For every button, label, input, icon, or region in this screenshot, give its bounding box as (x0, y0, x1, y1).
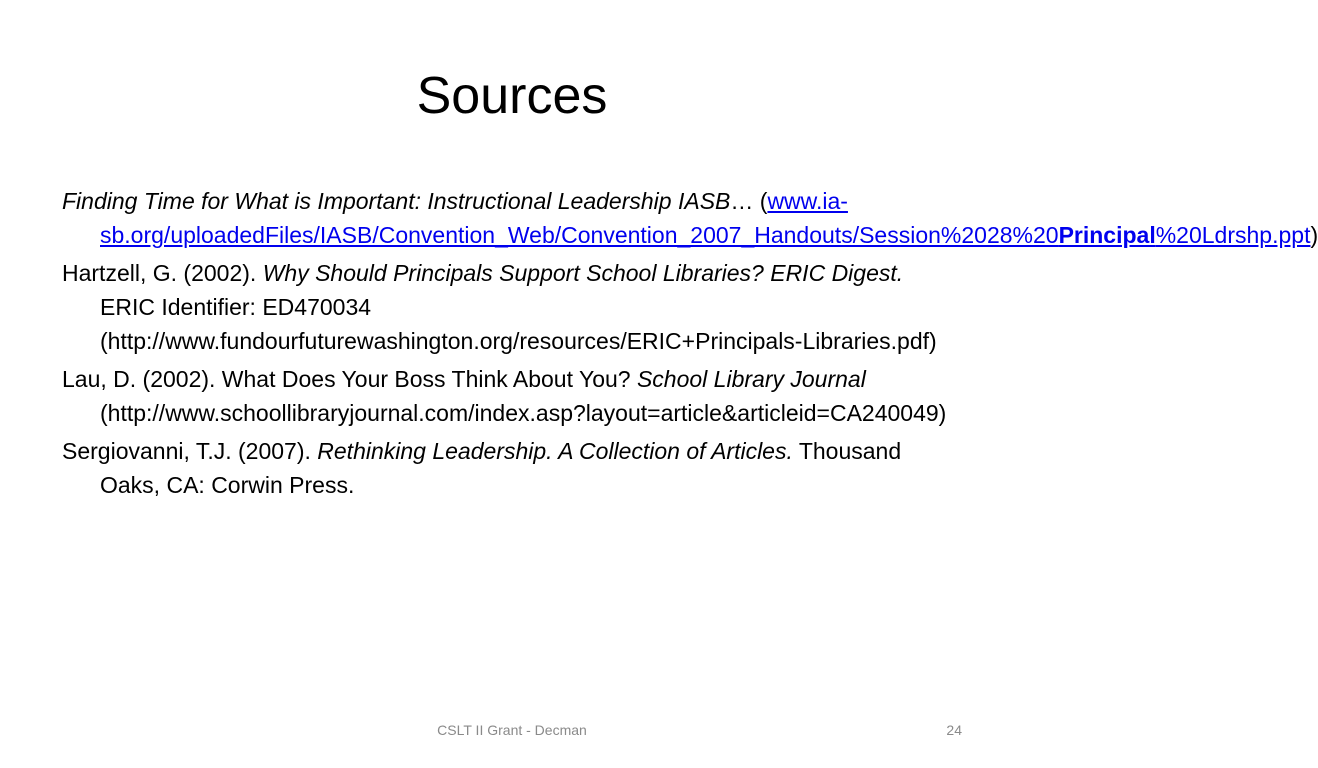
reference-lau (62, 362, 962, 430)
link-text-bold: Principal (1058, 222, 1156, 248)
reference-iasb (62, 184, 1318, 252)
reference-ellipsis: … (730, 188, 754, 214)
slide-page-number: 24 (946, 722, 962, 738)
reference-sergiovanni (62, 434, 962, 502)
references-list (62, 184, 1318, 506)
reference-author: Hartzell, G. (2002). (62, 260, 263, 286)
reference-title: Why Should Principals Support School Libraries? ERIC Digest. (262, 260, 904, 286)
reference-details: Thousand Oaks, CA: Corwin Press. (100, 438, 902, 498)
close-paren: ) (1310, 222, 1318, 248)
slide-title: Sources (416, 67, 608, 125)
reference-hartzell (62, 256, 962, 358)
open-paren: ( (759, 188, 768, 214)
slide-footer: CSLT II Grant - Decman (437, 722, 587, 738)
reference-details: (http://www.schoollibraryjournal.com/index.asp?layout=article&articleid=CA240049) (100, 400, 947, 426)
link-text-end: %20Ldrshp.ppt (1155, 222, 1311, 248)
reference-author: Lau, D. (2002). What Does Your Boss Think About You? (62, 366, 637, 392)
reference-title: School Library Journal (636, 366, 866, 392)
reference-title: Finding Time for What is Important: Instructional Leadership IASB (62, 188, 731, 214)
link-text-start: www.ia-sb.org/uploadedFiles/IASB/Convention_Web/Convention_2007_Handouts/Session%2028%20 (100, 188, 1059, 248)
reference-title: Rethinking Leadership. A Collection of Articles. (317, 438, 793, 464)
reference-author: Sergiovanni, T.J. (2007). (62, 438, 318, 464)
reference-details: ERIC Identifier: ED470034 (http://www.fundourfuturewashington.org/resources/ERIC+Principals-Libraries.pdf) (100, 294, 937, 354)
